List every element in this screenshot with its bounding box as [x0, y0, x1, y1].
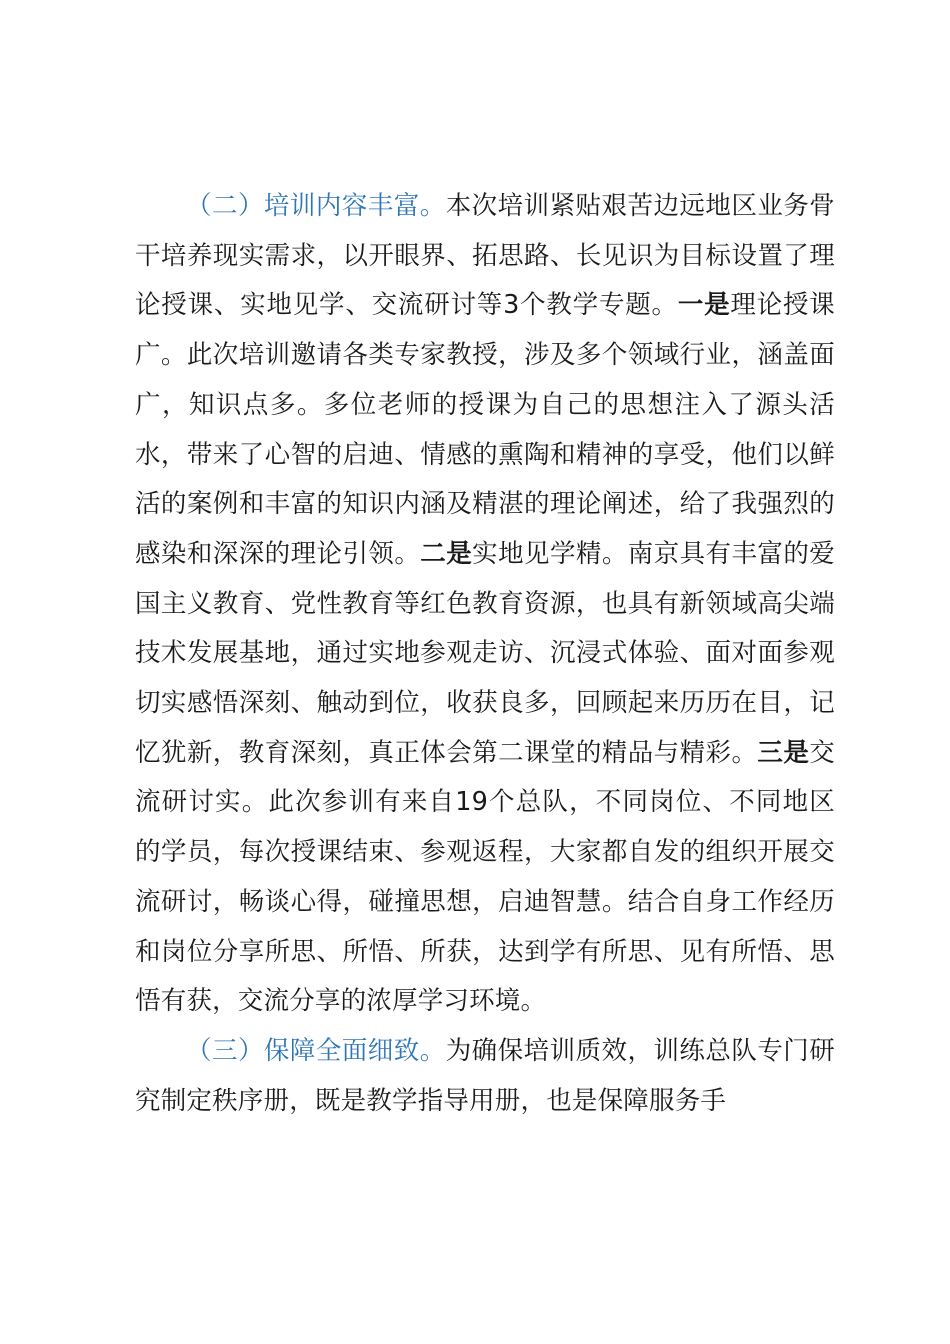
body-text: 实地见学精。南京具有丰富的爱国主义教育、党性教育等红色教育资源，也具有新领域高尖端技术发展基地，通过实地参观走访、沉浸式体验、面对面参观切实感悟深刻、触动到位，收获良多，回顾起来历历在目，记忆犹新，教育深刻，真正体会第二课堂的精品与精彩。 — [135, 538, 835, 768]
emphasis-text: 二是 — [420, 538, 473, 569]
paragraph-support — [135, 1027, 835, 1126]
body-text: 理论授课广。此次培训邀请各类专家教授，涉及多个领域行业，涵盖面广，知识点多。多位老师的授课为自己的思想注入了源头活水，带来了心智的启迪、情感的熏陶和精神的享受，他们以鲜活的案例和丰富的知识内涵及精湛的理论阐述，给了我强烈的感染和深深的理论引领。 — [135, 290, 835, 569]
emphasis-text: 一是 — [677, 290, 731, 321]
section-heading: （二）培训内容丰富。 — [186, 191, 446, 221]
body-text: 为确保培训质效，训练总队专门研究制定秩序册，既是教学指导用册，也是保障服务手 — [135, 1035, 835, 1116]
body-text: 本次培训紧贴艰苦边远地区业务骨干培养现实需求，以开眼界、拓思路、长见识为目标设置了理论授课、实地见学、交流研讨等3个教学专题。 — [135, 191, 835, 321]
section-heading: （三）保障全面细致。 — [186, 1035, 446, 1066]
emphasis-text: 三是 — [757, 737, 810, 768]
document-page — [135, 182, 835, 1126]
body-text: 交流研讨实。此次参训有来自19个总队，不同岗位、不同地区的学员，每次授课结束、参观返程，大家都自发的组织开展交流研讨，畅谈心得，碰撞思想，启迪智慧。结合自身工作经历和岗位分享所思、所悟、所获，达到学有所思、见有所悟、思悟有获，交流分享的浓厚学习环境。 — [135, 737, 835, 1017]
paragraph-training-content — [135, 182, 835, 1027]
